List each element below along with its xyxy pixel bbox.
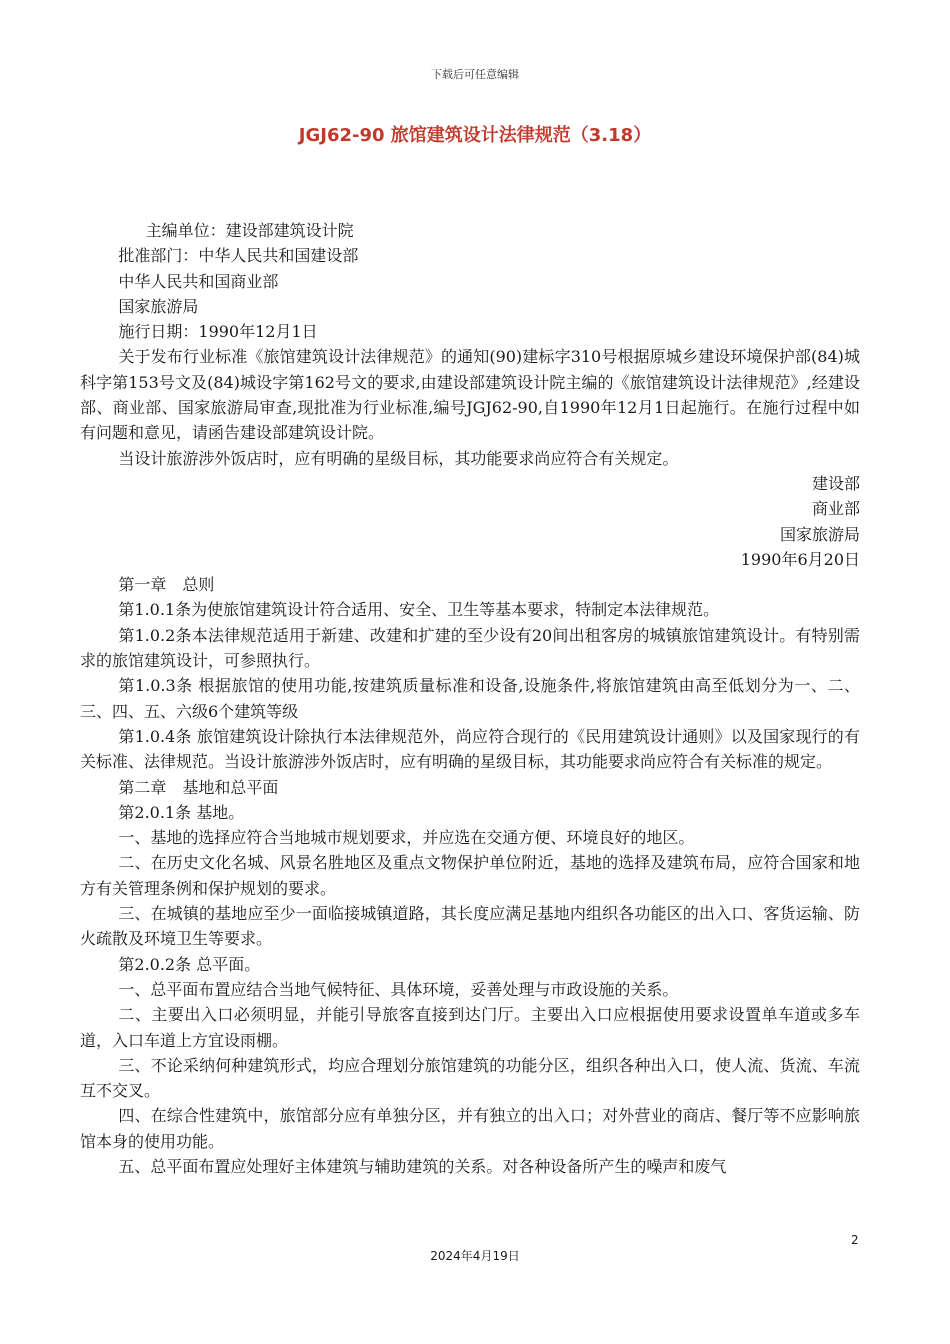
article-paragraph: 第1.0.4条 旅馆建筑设计除执行本法律规范外，尚应符合现行的《民用建筑设计通则》以及国家现行的有关标准、法律规范。当设计旅游涉外饭店时，应有明确的星级目标，其功能要求尚应符合有关标准的规定。	[80, 726, 860, 772]
article-paragraph: 第2.0.2条 总平面。	[118, 954, 261, 974]
clause-paragraph: 三、在城镇的基地应至少一面临接城镇道路，其长度应满足基地内组织各功能区的出入口、客货运输、防火疏散及环境卫生等要求。	[80, 904, 860, 949]
signature-ministry-construction: 建设部	[811, 473, 860, 493]
chapter-heading: 第二章 基地和总平面	[118, 777, 279, 797]
clause-paragraph: 二、主要出入口必须明显，并能引导旅客直接到达门厅。主要出入口应根据使用要求设置单车道或多车道，入口车道上方宜设雨棚。	[80, 1005, 860, 1050]
clause-paragraph: 二、在历史文化名城、风景名胜地区及重点文物保护单位附近，基地的选择及建筑布局，应符合国家和地方有关管理条例和保护规划的要求。	[80, 853, 860, 898]
article-paragraph: 第2.0.1条 基地。	[118, 802, 245, 822]
chapter-heading: 第一章 总则	[118, 575, 215, 595]
document-body	[80, 218, 860, 1179]
document-title: JGJ62-90 旅馆建筑设计法律规范（3.18）	[298, 125, 652, 146]
editor-unit: 主编单位：建设部建筑设计院	[145, 221, 354, 240]
signature-ministry-commerce: 商业部	[811, 499, 860, 519]
article-paragraph: 第1.0.2条本法律规范适用于新建、改建和扩建的至少设有20间出租客房的城镇旅馆建筑设计。有特别需求的旅馆建筑设计，可参照执行。	[80, 625, 860, 671]
article-paragraph: 第1.0.1条为使旅馆建筑设计符合适用、安全、卫生等基本要求，特制定本法律规范。	[118, 600, 720, 620]
footer-date: 2024年4月19日	[430, 1249, 520, 1263]
approval-department: 批准部门：中华人民共和国建设部	[118, 246, 359, 266]
clause-paragraph: 四、在综合性建筑中，旅馆部分应有单独分区，并有独立的出入口；对外营业的商店、餐厅等不应影响旅馆本身的使用功能。	[80, 1106, 860, 1151]
clause-paragraph: 五、总平面布置应处理好主体建筑与辅助建筑的关系。对各种设备所产生的噪声和废气	[118, 1156, 727, 1176]
notice-paragraph-2: 当设计旅游涉外饭店时，应有明确的星级目标，其功能要求尚应符合有关规定。	[118, 448, 679, 468]
signature-tourism-bureau: 国家旅游局	[779, 524, 860, 544]
page-number: 2	[851, 1233, 859, 1247]
effective-date: 施行日期：1990年12月1日	[118, 322, 318, 342]
notice-paragraph: 关于发布行业标准《旅馆建筑设计法律规范》的通知(90)建标字310号根据原城乡建设环境保护部(84)城科字第153号文及(84)城设字第162号文的要求,由建设部建筑设计院主编的《旅馆建筑设计法律规范》,经建设部、商业部、国家旅游局审查,现批准为行业标准,编号JGJ62-90,自1990年12月1日起施行。在施行过程中如有问题和意见，请函告建设部建筑设计院。	[80, 347, 860, 443]
article-paragraph: 第1.0.3条 根据旅馆的使用功能,按建筑质量标准和设备,设施条件,将旅馆建筑由高至低划分为一、二、三、四、五、六级6个建筑等级	[80, 676, 860, 721]
signature-date: 1990年6月20日	[740, 549, 860, 569]
clause-paragraph: 一、总平面布置应结合当地气候特征、具体环境，妥善处理与市政设施的关系。	[118, 979, 679, 999]
page-header-note: 下载后可任意编辑	[431, 68, 519, 81]
clause-paragraph: 一、基地的选择应符合当地城市规划要求，并应选在交通方便、环境良好的地区。	[118, 828, 695, 848]
approval-department-2: 中华人民共和国商业部	[118, 271, 279, 291]
approval-department-3: 国家旅游局	[118, 296, 199, 316]
clause-paragraph: 三、不论采纳何种建筑形式，均应合理划分旅馆建筑的功能分区，组织各种出入口，使人流、货流、车流互不交叉。	[80, 1055, 860, 1101]
